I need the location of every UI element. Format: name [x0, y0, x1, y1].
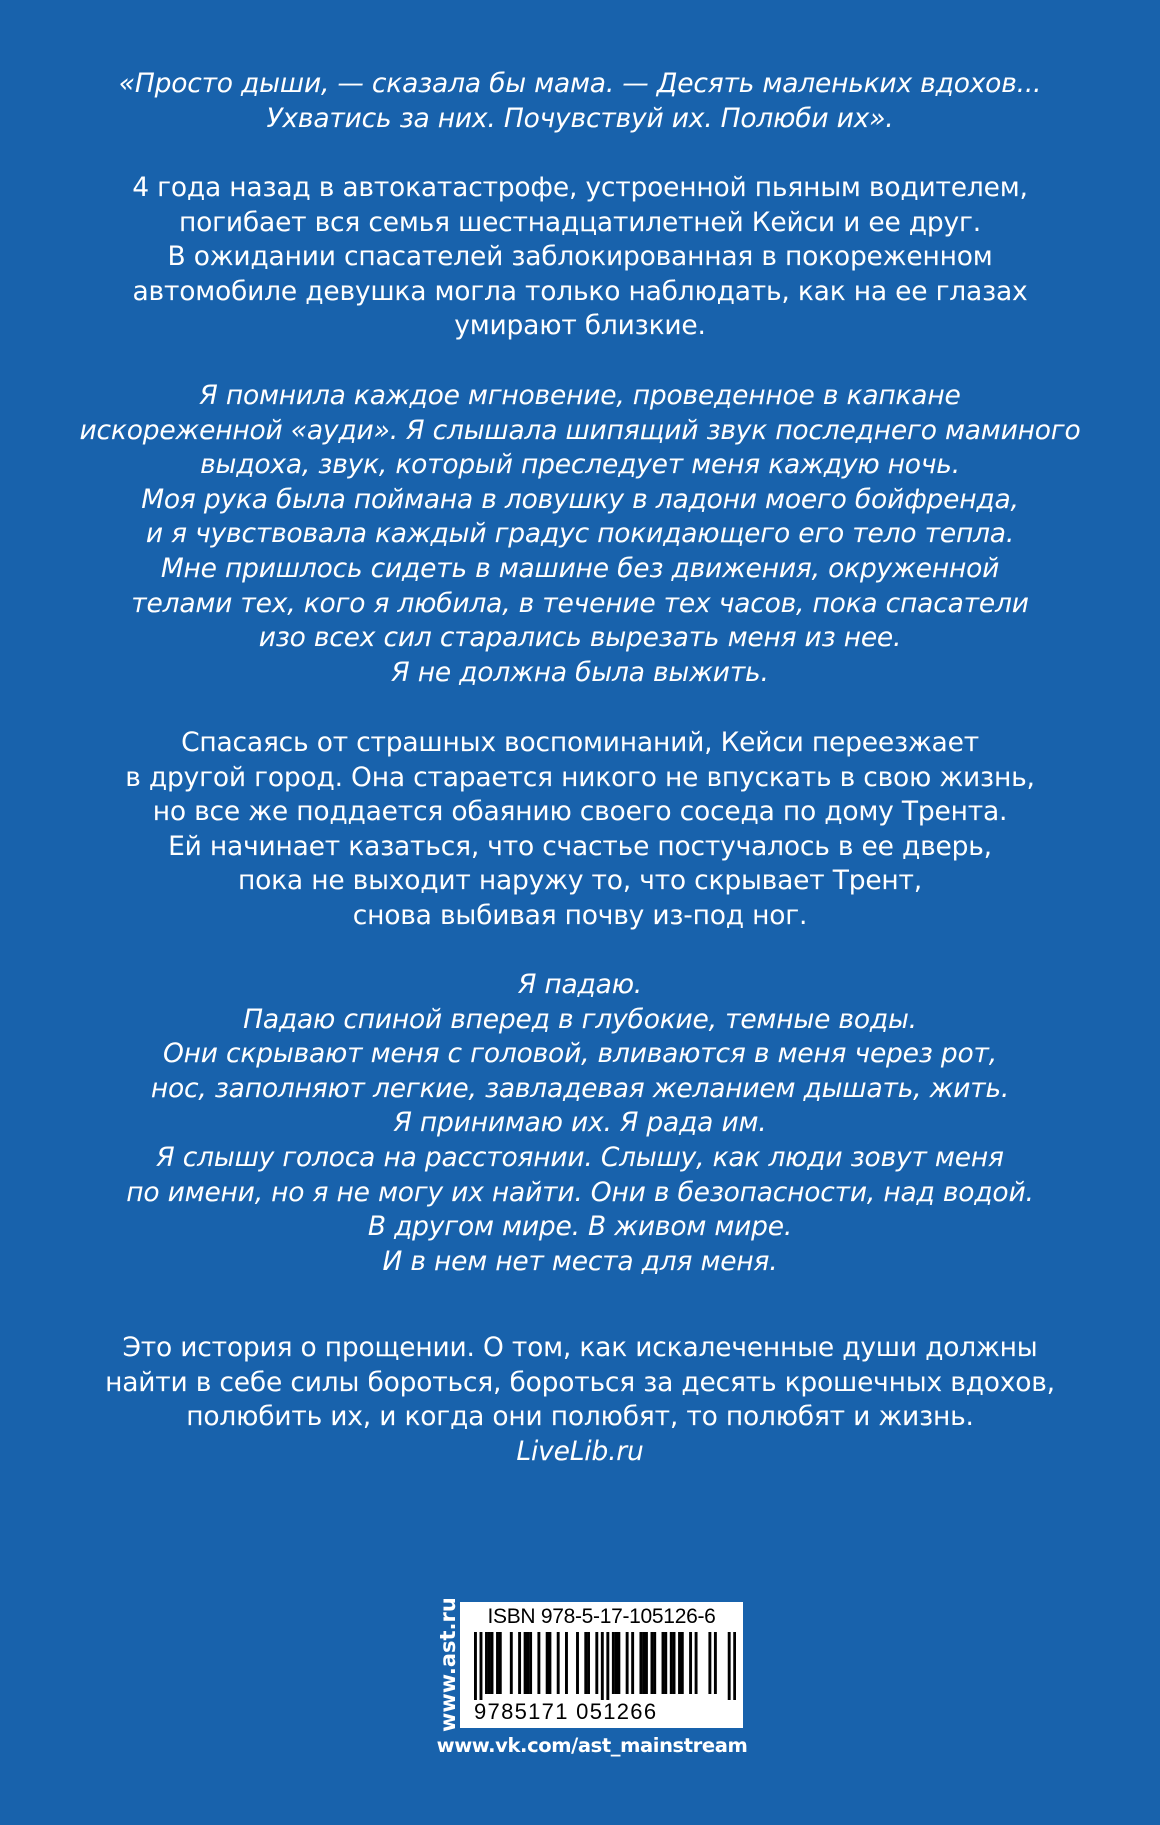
barcode-bar: [733, 1632, 736, 1700]
barcode-bar: [537, 1632, 540, 1694]
text-line: но все же поддается обаянию своего соседа по дому Трента.: [152, 796, 1008, 828]
summary-paragraph-3: [0, 1331, 1160, 1469]
text-line: пока не выходит наружу то, что скрывает Трент,: [237, 865, 923, 897]
text-line: погибает вся семья шестнадцатилетней Кейси и ее друг.: [179, 206, 981, 238]
text-line: 4 года назад в автокатастрофе, устроенной пьяным водителем,: [132, 172, 1028, 203]
barcode-bar: [499, 1632, 502, 1694]
excerpt-quote-1: [0, 379, 1160, 690]
barcode-bars: [474, 1632, 736, 1700]
text-line: Они скрывают меня с головой, вливаются в меня через рот,: [163, 1038, 997, 1070]
text-line: Я помнила каждое мгновение, проведенное в капкане: [199, 380, 961, 411]
opening-quote: [0, 67, 1160, 136]
text-line: Падаю спиной вперед в глубокие, темные воды.: [243, 1003, 917, 1035]
barcode-bar: [617, 1632, 620, 1694]
barcode-bar: [642, 1632, 645, 1694]
text-line: Я принимаю их. Я рада им.: [393, 1107, 767, 1139]
isbn-label: ISBN 978-5-17-105126-6: [487, 1605, 716, 1628]
barcode-bar: [587, 1632, 590, 1694]
text-line: В другом мире. В живом мире.: [367, 1211, 793, 1243]
text-line: Моя рука была поймана в ловушку в ладони моего бойфренда,: [141, 483, 1019, 515]
barcode-bar: [606, 1632, 609, 1700]
text-line: умирают близкие.: [454, 310, 706, 342]
text-line: и я чувствовала каждый градус покидающего его тело тепла.: [145, 518, 1015, 550]
text-line: искореженной «ауди». Я слышала шипящий звук последнего маминого: [79, 414, 1081, 446]
text-line: выдоха, звук, который преследует меня каждую ночь.: [200, 449, 960, 481]
barcode-bar: [689, 1632, 692, 1694]
text-line: телами тех, кого я любила, в течение тех часов, пока спасатели: [131, 587, 1029, 619]
barcode-bar: [708, 1632, 711, 1694]
text-line: найти в себе силы бороться, бороться за десять крошечных вдохов,: [105, 1366, 1055, 1398]
barcode-bar: [670, 1632, 673, 1694]
barcode-bar: [496, 1632, 499, 1694]
text-line: в другой город. Она старается никого не впускать в свою жизнь,: [125, 761, 1035, 793]
barcode-bar: [662, 1632, 665, 1694]
text-line: Я слышу голоса на расстоянии. Слышу, как люди зовут меня: [156, 1141, 1004, 1173]
barcode-bar: [728, 1632, 731, 1700]
text-line: нос, заполняют легкие, завладевая желанием дышать, жить.: [150, 1072, 1010, 1104]
barcode-bar: [485, 1632, 488, 1694]
barcode-bar: [546, 1632, 549, 1694]
barcode-bar: [524, 1632, 527, 1694]
text-line: по имени, но я не могу их найти. Они в безопасности, над водой.: [126, 1176, 1034, 1208]
barcode-bar: [601, 1632, 604, 1700]
source-credit: LiveLib.ru: [516, 1435, 644, 1467]
publisher-vk-link[interactable]: www.vk.com/ast_mainstream: [436, 1734, 748, 1757]
barcode-bar: [557, 1632, 560, 1694]
barcode-bar: [639, 1632, 642, 1694]
barcode-bar: [518, 1632, 521, 1694]
summary-paragraph-1: [0, 171, 1160, 344]
barcode-bar: [548, 1632, 551, 1694]
barcode-bar: [664, 1632, 667, 1694]
barcode-bar: [565, 1632, 568, 1694]
summary-paragraph-2: [0, 726, 1160, 934]
text-line: Это история о прощении. О том, как искалеченные души должны: [122, 1332, 1038, 1363]
barcode-bar: [631, 1632, 634, 1694]
barcode-bar: [526, 1632, 529, 1694]
barcode-bar: [645, 1632, 648, 1694]
publisher-site: www.ast.ru: [436, 1597, 460, 1732]
text-line: Я падаю.: [517, 969, 643, 1000]
barcode-bar: [576, 1632, 579, 1694]
text-line: изо всех сил старались вырезать меня из нее.: [258, 622, 902, 654]
text-line: Ей начинает казаться, что счастье постучалось в ее дверь,: [168, 830, 992, 862]
barcode-bar: [678, 1632, 681, 1694]
barcode-bar: [584, 1632, 587, 1694]
barcode-bar: [491, 1632, 494, 1694]
text-line: автомобиле девушка могла только наблюдать, как на ее глазах: [132, 275, 1028, 307]
barcode-bar: [612, 1632, 615, 1694]
text-line: Спасаясь от страшных воспоминаний, Кейси переезжает: [181, 727, 979, 758]
barcode-bar: [651, 1632, 654, 1694]
barcode-bar: [695, 1632, 698, 1694]
barcode-bar: [595, 1632, 598, 1694]
barcode-bar: [714, 1632, 717, 1694]
text-line: Мне пришлось сидеть в машине без движения, окруженной: [160, 552, 1000, 584]
barcode-bar: [653, 1632, 656, 1694]
barcode-bar: [474, 1632, 477, 1700]
barcode-bar: [488, 1632, 491, 1694]
ean-digits: 9785171 051266: [474, 1699, 658, 1724]
barcode-bar: [681, 1632, 684, 1694]
barcode-bar: [510, 1632, 513, 1694]
text-line: Ухватись за них. Почувствуй их. Полюби их».: [266, 102, 894, 134]
text-line: снова выбивая почву из-под ног.: [352, 899, 808, 931]
barcode-bar: [626, 1632, 629, 1694]
barcode-bar: [673, 1632, 676, 1694]
excerpt-quote-2: [0, 968, 1160, 1279]
barcode-bar: [529, 1632, 532, 1694]
text-line: Я не должна была выжить.: [391, 656, 769, 688]
barcode-bar: [480, 1632, 483, 1700]
text-line: «Просто дыши, — сказала бы мама. — Десять маленьких вдохов...: [118, 68, 1042, 99]
text-line: полюбить их, и когда они полюбят, то полюбят и жизнь.: [186, 1401, 974, 1433]
text-line: В ожидании спасателей заблокированная в покореженном: [167, 241, 993, 273]
barcode-panel: [460, 1602, 743, 1728]
barcode-bar: [615, 1632, 618, 1694]
text-line: И в нем нет места для меня.: [382, 1245, 778, 1277]
